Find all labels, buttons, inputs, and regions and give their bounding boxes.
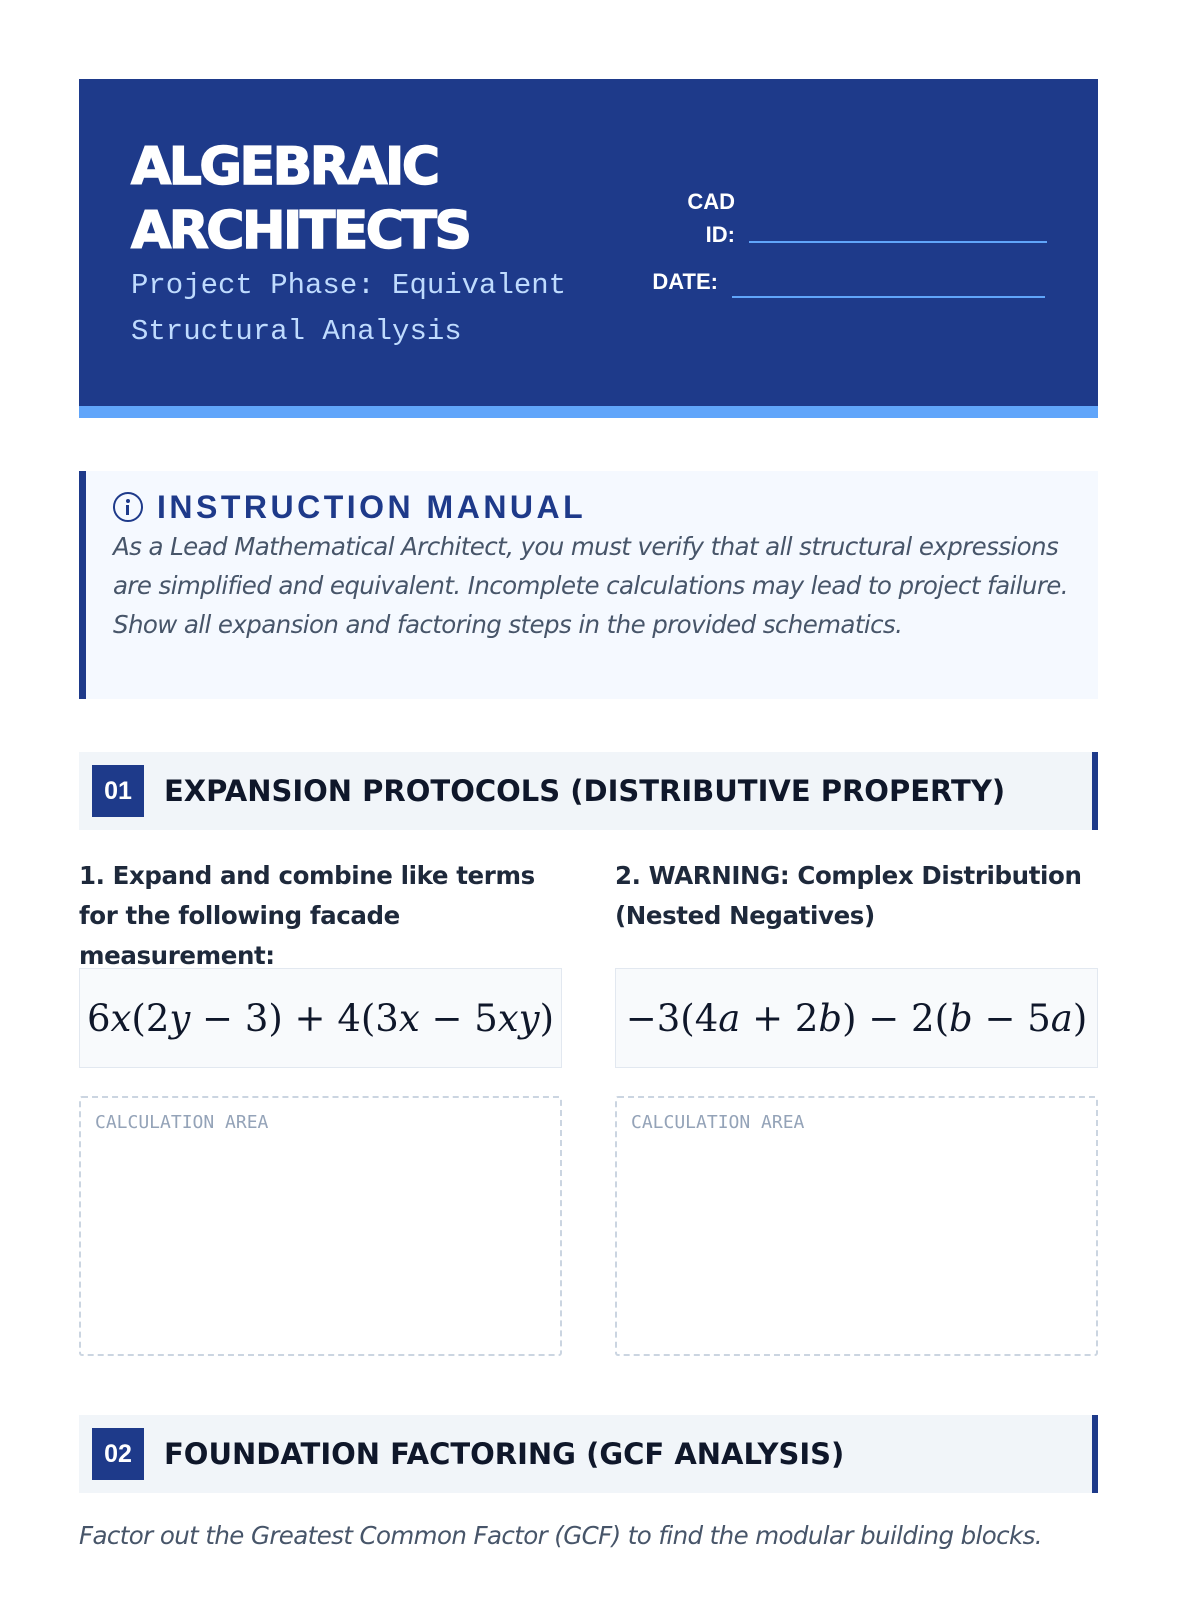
calculation-area[interactable] [79,1096,562,1356]
title-line-1: ALGEBRAIC [131,137,438,197]
instruction-body: As a Lead Mathematical Architect, you must verify that all structural expressions are simplified and equivalent. Incomplete calculations may lead to project failure. Show all expansion and factoring steps in the provided schematics. [113,532,1068,639]
calculation-area[interactable] [615,1096,1098,1356]
problem-2 [615,856,1098,1356]
instruction-manual [79,471,1098,699]
problem-prompt: 2. WARNING: Complex Distribution (Nested Negatives) [615,861,1082,930]
cad-id-label-line-2: ID: [705,222,735,247]
cad-id-label [679,185,735,251]
section-header-factoring [79,1415,1098,1493]
cad-id-field [679,185,1047,251]
date-input-line[interactable] [732,296,1045,298]
expression-box [615,968,1098,1068]
worksheet-title [131,135,469,263]
expression-math: 6x(2y − 3) + 4(3x − 5xy) [86,996,555,1040]
expression-math: −3(4a + 2b) − 2(b − 5a) [625,996,1088,1040]
section-header-expansion [79,752,1098,830]
cad-id-label-line-1: CAD [687,189,735,214]
date-label: DATE: [652,269,718,294]
project-phase-subtitle: Project Phase: Equivalent Structural Analysis [131,269,567,348]
instruction-header [113,487,1080,527]
expression-box [79,968,562,1068]
instruction-title: INSTRUCTION MANUAL [157,488,587,525]
date-field [651,265,1045,298]
worksheet-header [79,79,1098,418]
info-icon [113,492,143,522]
section-number-badge: 01 [92,765,144,817]
calculation-area-label: CALCULATION AREA [95,1112,269,1133]
calculation-area-label: CALCULATION AREA [631,1112,805,1133]
section-title: FOUNDATION FACTORING (GCF ANALYSIS) [164,1437,845,1471]
cad-id-input-line[interactable] [749,241,1047,243]
problem-prompt: 1. Expand and combine like terms for the following facade measurement: [79,861,535,970]
problem-1 [79,856,562,1356]
factoring-instruction: Factor out the Greatest Common Factor (GCF) to find the modular building blocks. [79,1521,1042,1550]
section-title: EXPANSION PROTOCOLS (DISTRIBUTIVE PROPERTY) [164,774,1006,808]
title-line-2: ARCHITECTS [131,201,470,261]
section-number-badge: 02 [92,1428,144,1480]
